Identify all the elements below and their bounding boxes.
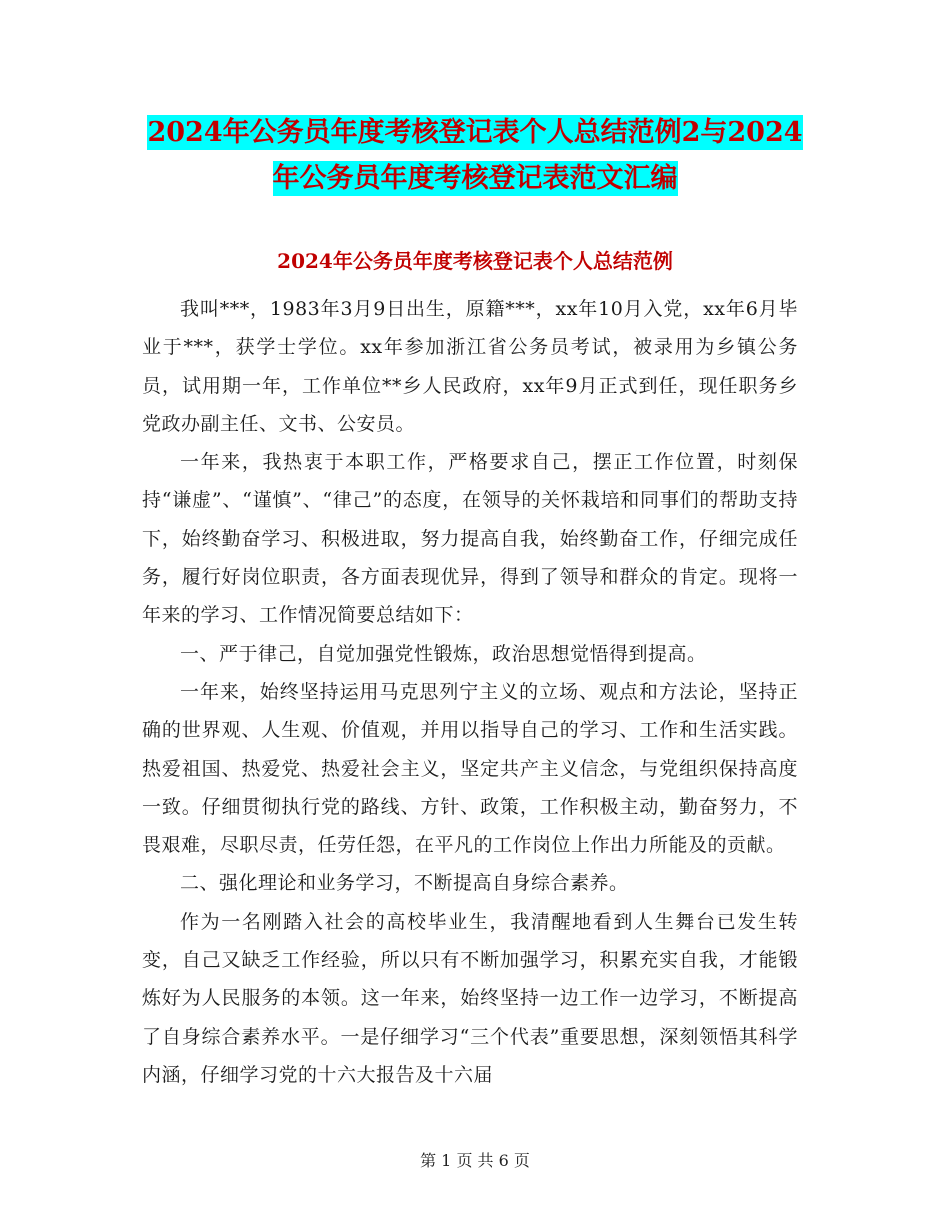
page-footer: 第 1 页 共 6 页	[420, 1151, 530, 1170]
document-title-line-2: 年公务员年度考核登记表范文汇编	[272, 163, 678, 194]
paragraph: 一、严于律己，自觉加强党性锻炼，政治思想觉悟得到提高。	[180, 642, 707, 665]
document-title	[0, 110, 950, 202]
paragraph: 一年来，我热衷于本职工作，严格要求自己，摆正工作位置，时刻保持“谦虚”、“谨慎”、“律己”的态度，在领导的关怀栽培和同事们的帮助支持下，始终勤奋学习、积极进取，努力提高自我，始终勤奋工作，仔细完成任务，履行好岗位职责，各方面表现优异，得到了领导和群众的肯定。现将一年来的学习、工作情况简要总结如下：	[142, 451, 798, 627]
paragraph: 我叫***，1983年3月9日出生，原籍***，xx年10月入党，xx年6月毕业于***，获学士学位。xx年参加浙江省公务员考试，被录用为乡镇公务员，试用期一年，工作单位**乡人民政府，xx年9月正式到任，现任职务乡党政办副主任、文书、公安员。	[142, 298, 798, 435]
paragraph: 二、强化理论和业务学习，不断提高自身综合素养。	[180, 872, 629, 895]
document-title-line-1: 2024年公务员年度考核登记表个人总结范例2与2024	[147, 117, 803, 148]
paragraph: 作为一名刚踏入社会的高校毕业生，我清醒地看到人生舞台已发生转变，自己又缺乏工作经验，所以只有不断加强学习，积累充实自我，才能锻炼好为人民服务的本领。这一年来，始终坚持一边工作一边学习，不断提高了自身综合素养水平。一是仔细学习“三个代表”重要思想，深刻领悟其科学内涵，仔细学习党的十六大报告及十六届	[142, 910, 798, 1086]
paragraph: 一年来，始终坚持运用马克思列宁主义的立场、观点和方法论，坚持正确的世界观、人生观、价值观，并用以指导自己的学习、工作和生活实践。热爱祖国、热爱党、热爱社会主义，坚定共产主义信念，与党组织保持高度一致。仔细贯彻执行党的路线、方针、政策，工作积极主动，勤奋努力，不畏艰难，尽职尽责，任劳任怨，在平凡的工作岗位上作出力所能及的贡献。	[142, 680, 798, 857]
section-title: 2024年公务员年度考核登记表个人总结范例	[277, 249, 673, 273]
document-body	[142, 290, 798, 1094]
